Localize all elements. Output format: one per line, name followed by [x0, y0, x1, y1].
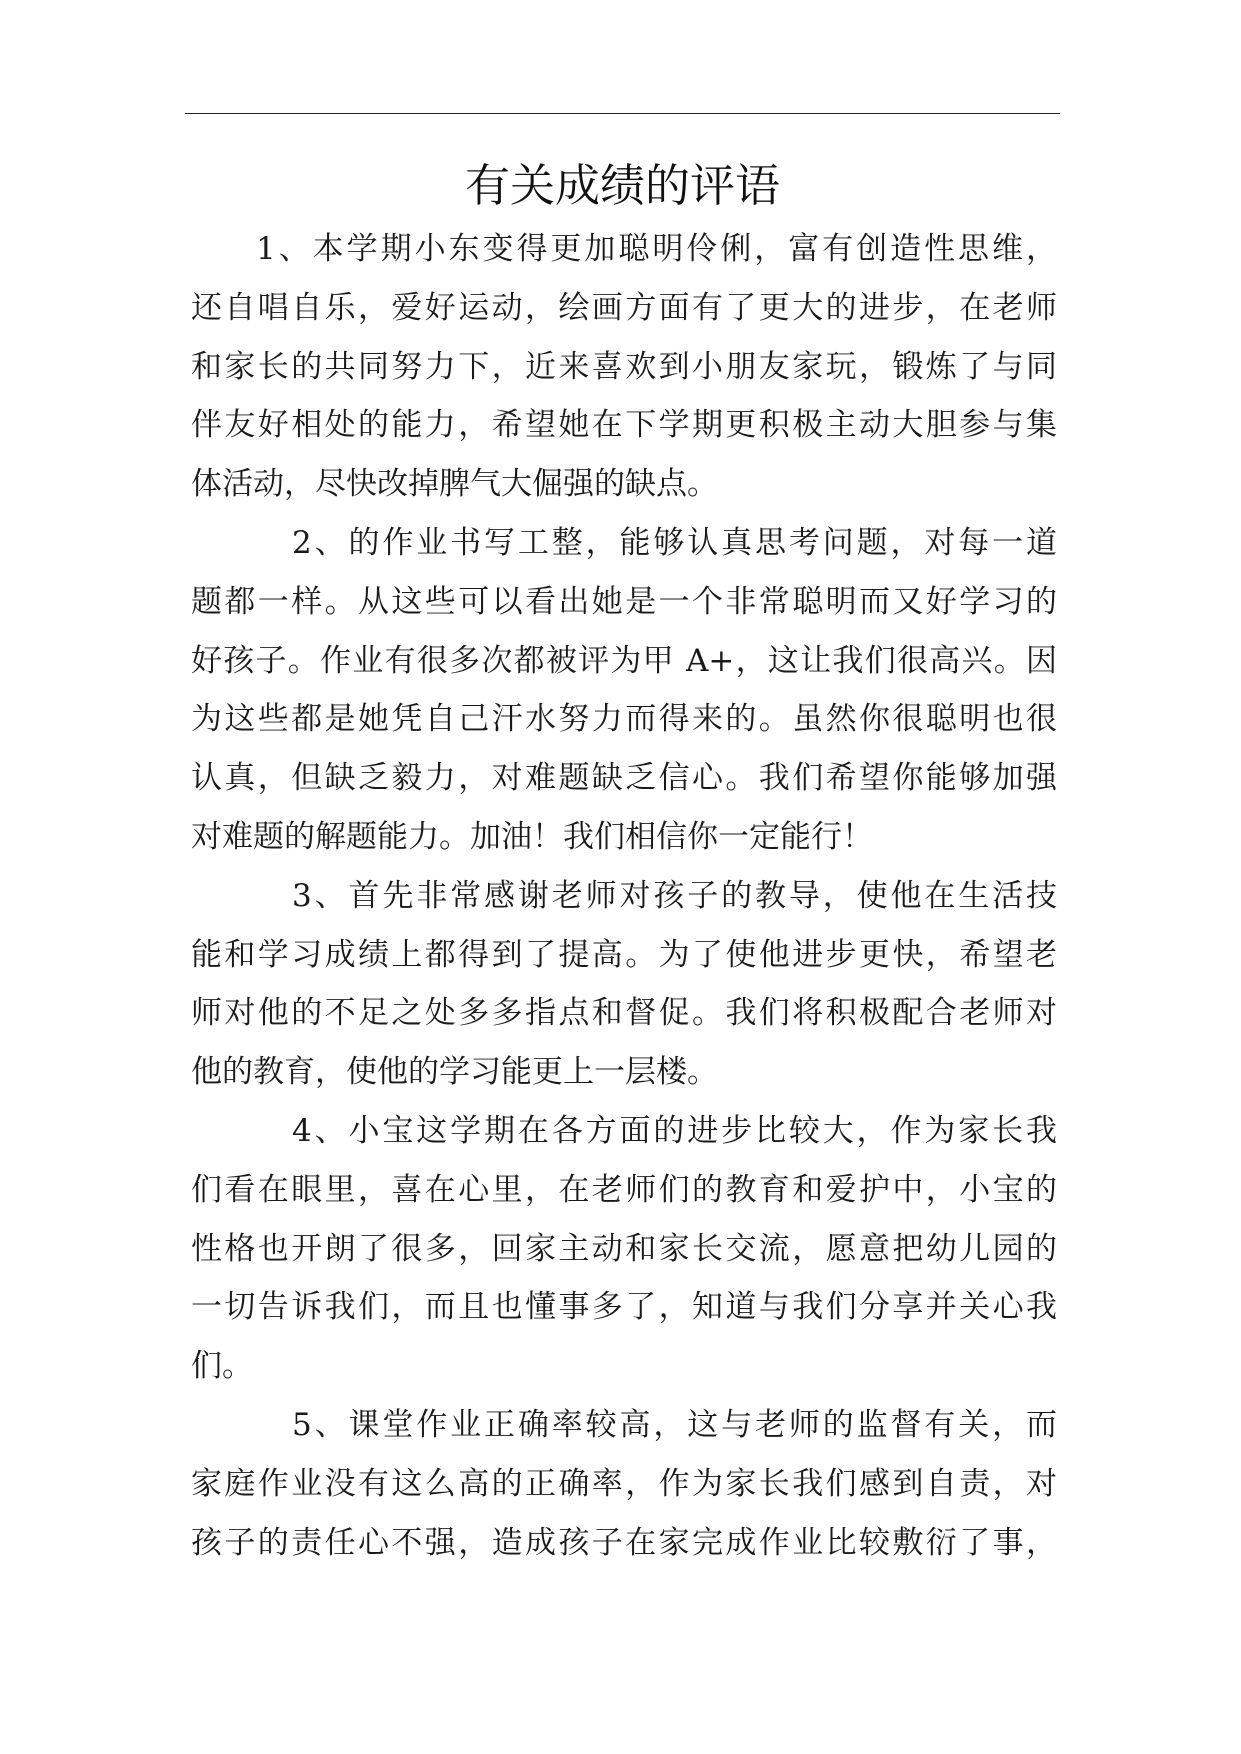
paragraph-line: 伴友好相处的能力，希望她在下学期更积极主动大胆参与集	[191, 407, 1057, 444]
comment-paragraph-1	[191, 220, 1057, 514]
paragraph-line: 孩子的责任心不强，造成孩子在家完成作业比较敷衍了事，	[191, 1524, 1057, 1561]
comment-paragraph-2	[191, 514, 1057, 867]
paragraph-line: 好孩子。作业有很多次都被评为甲 A+，这让我们很高兴。因	[191, 642, 1057, 679]
paragraph-line: 题都一样。从这些可以看出她是一个非常聪明而又好学习的	[191, 583, 1057, 620]
paragraph-line: 对难题的解题能力。加油！我们相信你一定能行！	[191, 818, 873, 855]
paragraph-line: 5、课堂作业正确率较高，这与老师的监督有关，而	[292, 1406, 1057, 1443]
paragraph-line: 性格也开朗了很多，回家主动和家长交流，愿意把幼儿园的	[191, 1230, 1057, 1267]
paragraph-line: 为这些都是她凭自己汗水努力而得来的。虽然你很聪明也很	[191, 701, 1057, 738]
paragraph-line: 他的教育，使他的学习能更上一层楼。	[191, 1054, 718, 1091]
paragraph-line: 们。	[191, 1348, 253, 1385]
paragraph-line: 能和学习成绩上都得到了提高。为了使他进步更快，希望老	[191, 936, 1057, 973]
paragraph-line: 体活动，尽快改掉脾气大倔强的缺点。	[191, 466, 718, 503]
paragraph-line: 认真，但缺乏毅力，对难题缺乏信心。我们希望你能够加强	[191, 760, 1057, 797]
paragraph-line: 1、本学期小东变得更加聪明伶俐，富有创造性思维，	[256, 231, 1057, 267]
paragraph-line: 3、首先非常感谢老师对孩子的教导，使他在生活技	[292, 877, 1057, 914]
comment-paragraph-4	[191, 1102, 1057, 1396]
paragraph-line: 2、的作业书写工整，能够认真思考问题，对每一道	[292, 524, 1057, 561]
header-rule	[185, 113, 1060, 114]
paragraph-line: 和家长的共同努力下，近来喜欢到小朋友家玩，锻炼了与同	[191, 348, 1057, 385]
paragraph-line: 一切告诉我们，而且也懂事多了，知道与我们分享并关心我	[191, 1289, 1057, 1326]
document-body	[191, 220, 1057, 1572]
comment-paragraph-5	[191, 1396, 1057, 1572]
paragraph-line: 师对他的不足之处多多指点和督促。我们将积极配合老师对	[191, 995, 1057, 1032]
paragraph-line: 们看在眼里，喜在心里，在老师们的教育和爱护中，小宝的	[191, 1171, 1057, 1208]
page-title: 有关成绩的评语	[464, 159, 780, 212]
paragraph-line: 4、小宝这学期在各方面的进步比较大，作为家长我	[292, 1112, 1057, 1149]
comment-paragraph-3	[191, 867, 1057, 1102]
paragraph-line: 家庭作业没有这么高的正确率，作为家长我们感到自责，对	[191, 1465, 1057, 1502]
paragraph-line: 还自唱自乐，爱好运动，绘画方面有了更大的进步，在老师	[191, 289, 1057, 326]
